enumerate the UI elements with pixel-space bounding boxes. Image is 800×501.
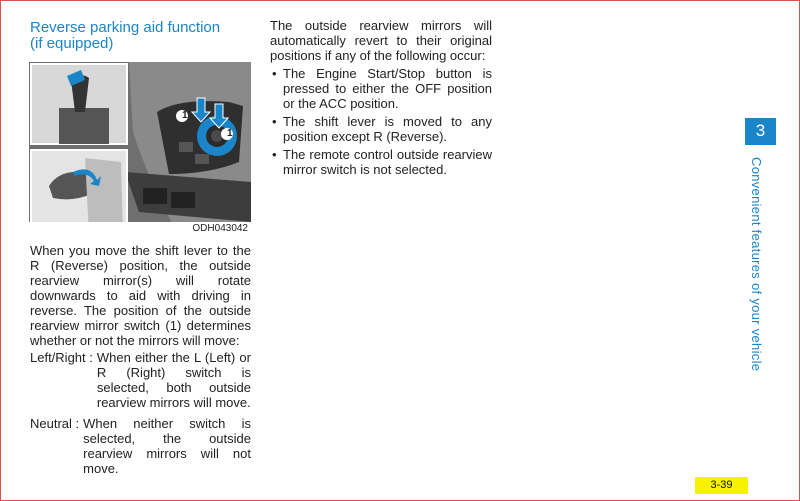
- right-column: [270, 18, 492, 180]
- definition-term: Left/Right :: [30, 350, 93, 365]
- list-item: [270, 66, 492, 111]
- callout-1-top: 1: [182, 110, 188, 121]
- definition-term: Neutral :: [30, 416, 80, 431]
- definition-left-right: [30, 350, 251, 410]
- chapter-tab-rule: [745, 144, 776, 145]
- definition-neutral: [30, 416, 251, 476]
- bullet-icon: •: [272, 66, 277, 81]
- section-title-line1: Reverse parking aid function: [30, 19, 221, 36]
- definition-desc: When either the L (Left) or R (Right) switch is selected, both outside rearview mirrors will move.: [96, 350, 251, 410]
- chapter-tab: 3: [745, 118, 776, 144]
- figure-illustration: [29, 62, 251, 236]
- list-item-text: The Engine Start/Stop button is pressed to either the OFF position or the ACC position.: [283, 66, 492, 111]
- left-column: [30, 243, 251, 476]
- list-item-text: The shift lever is moved to any position except R (Reverse).: [283, 114, 492, 144]
- right-intro: The outside rearview mirrors will automatically revert to their original positions if any of the following occur:: [270, 18, 492, 63]
- revert-conditions-list: [270, 66, 492, 177]
- bullet-icon: •: [272, 147, 277, 162]
- list-item: [270, 147, 492, 177]
- left-intro: When you move the shift lever to the R (Reverse) position, the outside rearview mirror(s) will rotate downwards to aid with driving in reverse. The position of the outside rearview mirror switch (1) determines whether or not the mirrors will move:: [30, 243, 251, 348]
- figure-code: ODH043042: [29, 222, 251, 236]
- callout-1-right: 1: [227, 128, 233, 139]
- console-mirror-switch-illustration: [29, 62, 251, 236]
- list-item: [270, 114, 492, 144]
- bullet-icon: •: [272, 114, 277, 129]
- section-title: [30, 20, 260, 52]
- chapter-title: Convenient features of your vehicle: [749, 157, 764, 372]
- page-number: 3-39: [695, 477, 748, 494]
- list-item-text: The remote control outside rearview mirror switch is not selected.: [283, 147, 492, 177]
- definition-desc: When neither switch is selected, the outside rearview mirrors will not move.: [83, 416, 251, 476]
- section-title-line2: (if equipped): [30, 35, 114, 52]
